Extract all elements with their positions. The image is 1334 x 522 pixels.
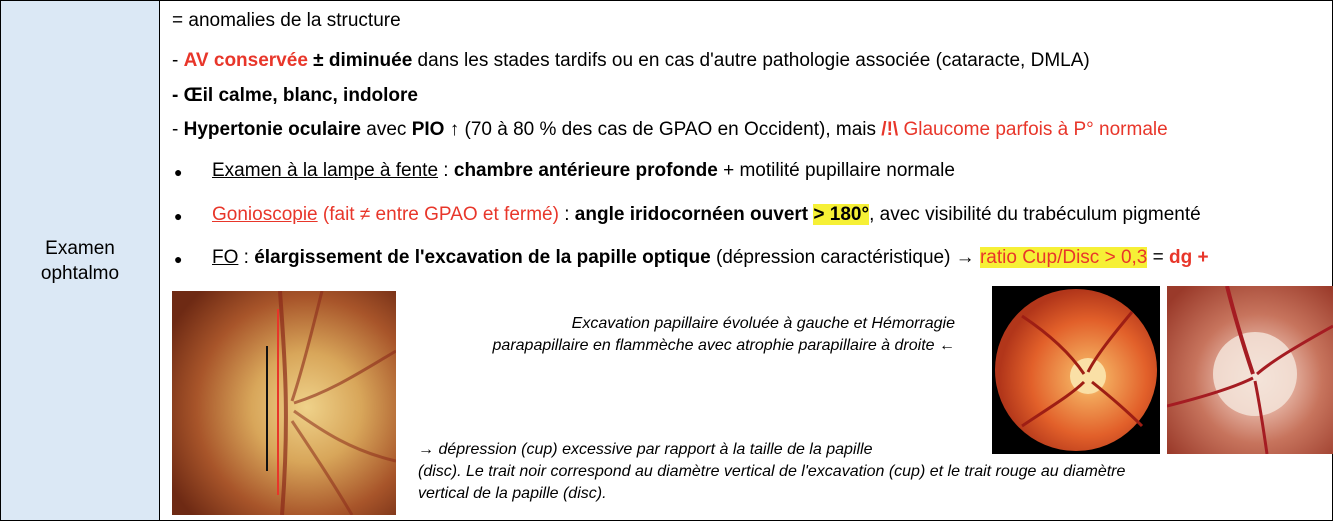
fundus-image-left — [992, 286, 1160, 454]
bullet-icon: ● — [174, 164, 183, 180]
caption-bottom: → dépression (cup) excessive par rapport à la taille de la papille (disc). Le trait noir correspond au diamètre vertical de l'excavation (cup) et le trait rouge au diamètre vertical de la papille (disc). — [418, 441, 1126, 502]
optic-disc-illustration — [172, 291, 396, 515]
row-label-line1: Examen — [45, 237, 115, 259]
fo-line: FO : élargissement de l'excavation de la papille optique (dépression caractéristique) → ratio Cup/Disc > 0,3 = dg + — [212, 247, 1209, 268]
row-label-cell — [1, 1, 160, 520]
av-line: - AV conservée ± diminuée dans les stades tardifs ou en cas d'autre pathologie associée (cataracte, DMLA) — [172, 50, 1090, 71]
oeil-line: - Œil calme, blanc, indolore — [172, 85, 418, 106]
optic-disc-image — [172, 291, 396, 515]
row-label-line2: ophtalmo — [40, 262, 120, 284]
fundus-image-right — [1167, 286, 1333, 454]
fundus-illustration — [992, 286, 1160, 454]
gonio-line: Gonioscopie (fait ≠ entre GPAO et fermé) : angle iridocornéen ouvert > 180°, avec visibilité du trabéculum pigmenté — [212, 204, 1201, 225]
pio-line: - Hypertonie oculaire avec PIO ↑ (70 à 80 % des cas de GPAO en Occident), mais /!\ Glaucome parfois à P° normale — [172, 119, 1168, 140]
lampe-line: Examen à la lampe à fente : chambre antérieure profonde + motilité pupillaire normale — [212, 160, 955, 181]
bullet-icon: ● — [174, 208, 183, 224]
intro-line: = anomalies de la structure — [172, 10, 401, 31]
bullet-icon: ● — [174, 251, 183, 267]
fundus-closeup-illustration — [1167, 286, 1333, 454]
caption-top: Excavation papillaire évoluée à gauche et Hémorragie parapapillaire en flammèche avec atrophie parapillaire à droite ← — [492, 315, 955, 354]
content-cell — [160, 1, 1332, 520]
